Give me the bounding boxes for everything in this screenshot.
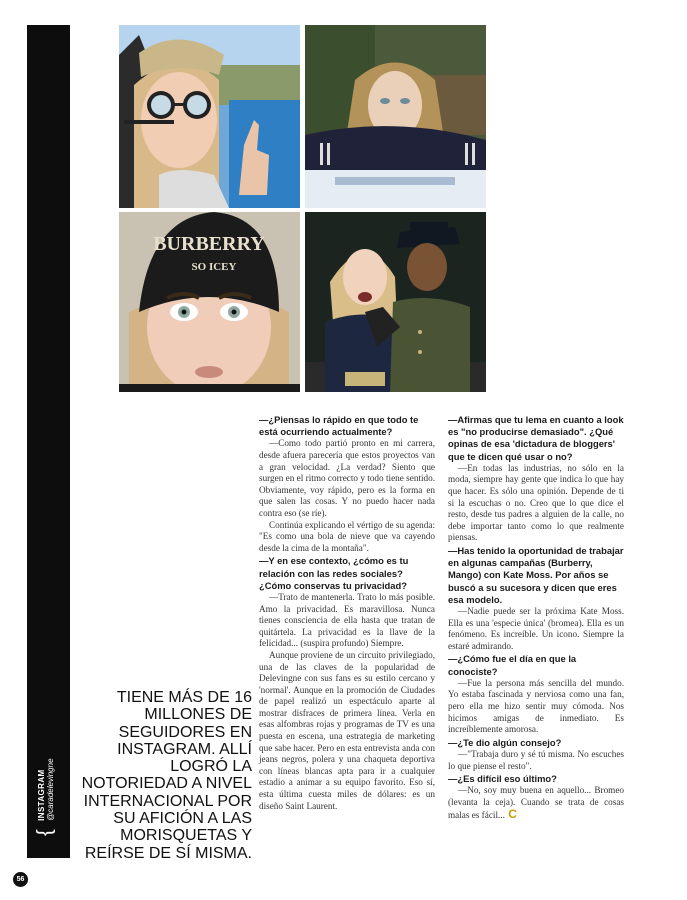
instagram-handle: @caradelevingne bbox=[45, 758, 55, 821]
article-column-2 bbox=[448, 413, 624, 821]
interview-answer: —Fue la persona más sencilla del mundo. Yo estaba fascinada y nerviosa como una fan, pero ella me hizo sentir muy cómoda. Nos hicimos amigas de inmediato. Es increíblemente amorosa. bbox=[448, 677, 624, 735]
interview-question: —Y en ese contexto, ¿cómo es tu relación con las redes sociales? ¿Cómo conservas tu privacidad? bbox=[259, 555, 409, 591]
beanie-text-burberry: BURBERRY bbox=[153, 233, 265, 255]
interview-question: —Afirmas que tu lema en cuanto a look es "no producirse demasiado". ¿Qué opinas de esa 'dictadura de bloggers' que te dicen qué usar o no? bbox=[448, 414, 624, 462]
interview-answer: —En todas las industrias, no sólo en la moda, siempre hay gente que indica lo que hay que hacer. Es sólo una opinión. Depende de ti si la escuchas o no. Creo que lo que dice el resto, desde tus padres a alguien de la calle, no debe importar tanto como lo que realmente piensas. bbox=[448, 462, 624, 543]
photo-helicopter-selfie bbox=[119, 25, 300, 208]
beanie-text-soicey: SO ICEY bbox=[191, 261, 237, 273]
interview-question: —¿Es difícil eso último? bbox=[448, 773, 557, 785]
interview-answer: —Nadie puede ser la próxima Kate Moss. Ella es una 'especie única' (bromea). Ella es un fenómeno. Es increíble. Un icono. Siempre la estaré admirando. bbox=[448, 605, 624, 651]
interview-answer: —Como todo partió pronto en mi carrera, desde afuera parecería que estos proyectos van a gran velocidad. ¿La verdad? Siento que surgen en el ritmo correcto y todo tiene sentido. Obviamente, voy rápido, pero es la forma en que salen las cosas. Y no puedo hacer nada contra eso (se ríe). bbox=[259, 438, 435, 518]
instagram-label: INSTAGRAM bbox=[36, 769, 46, 821]
interview-answer: Aunque proviene de un circuito privilegiado, una de las claves de la popularidad de Delevingne con sus fans es su estilo cercano y 'normal'. Aunque en la promoción de Ciudades de papel realizó un espectáculo aparte al mostrar disfraces de primera línea. Verla en esas alfombras rojas y programas de TV es una puesta en escena, una estrategia de marketing que sabe hacer. Pero en esta entrevista anda con jeans negros, polera y una chaqueta deportiva con líneas blancas apta para ir a cualquier estadio a animar a su equipo favorito. Eso sí, esta última cuesta miles de dólares: es un diseño Saint Laurent. bbox=[259, 649, 435, 811]
interview-question: —¿Piensas lo rápido en que todo te está ocurriendo actualmente? bbox=[259, 414, 419, 438]
sidebar-bar bbox=[27, 25, 70, 858]
instagram-credit bbox=[34, 758, 57, 836]
photo-burberry-beanie bbox=[119, 212, 300, 392]
interview-answer: Continúa explicando el vértigo de su agenda: "Es como una bola de nieve que va cayendo desde la cima de la montaña". bbox=[259, 519, 435, 553]
photo-pharrell-hug bbox=[305, 212, 486, 392]
end-mark: C bbox=[504, 806, 517, 821]
pull-quote: TIENE MÁS DE 16 MILLONES DE SEGUIDORES EN INSTAGRAM. ALLÍ LOGRÓ LA NOTORIEDAD A NIVEL INTERNACIONAL POR SU AFICIÓN A LAS MORISQUETAS Y REÍRSE DE SÍ MISMA. bbox=[81, 689, 252, 862]
interview-answer: —"Trabaja duro y sé tú misma. No escuches lo que piense el resto". bbox=[448, 748, 624, 771]
interview-question: —¿Cómo fue el día en que la conociste? bbox=[448, 653, 577, 677]
interview-question: —Has tenido la oportunidad de trabajar en algunas campañas (Burberry, Mango) con Kate Moss. Por años se buscó a su sucesora y dicen que eres esa modelo. bbox=[448, 544, 624, 605]
page-number: 56 bbox=[13, 872, 28, 887]
interview-answer: —No, soy muy buena en aquello... Bromeo (levanta la ceja). Cuando se trata de cosas malas es fácil... C bbox=[448, 785, 624, 821]
article-column-1 bbox=[259, 413, 435, 812]
interview-answer: —Trato de mantenerla. Trato lo más posible. Amo la privacidad. Es maravillosa. Nunca tienes consciencia de ella hasta que tratan de quitártela. La privacidad es la llave de la felicidad... (suspira profundo) Siempre. bbox=[259, 591, 435, 649]
interview-question: —¿Te dio algún consejo? bbox=[448, 736, 562, 748]
photo-portrait-table bbox=[305, 25, 486, 208]
brace-icon: { bbox=[34, 829, 56, 836]
